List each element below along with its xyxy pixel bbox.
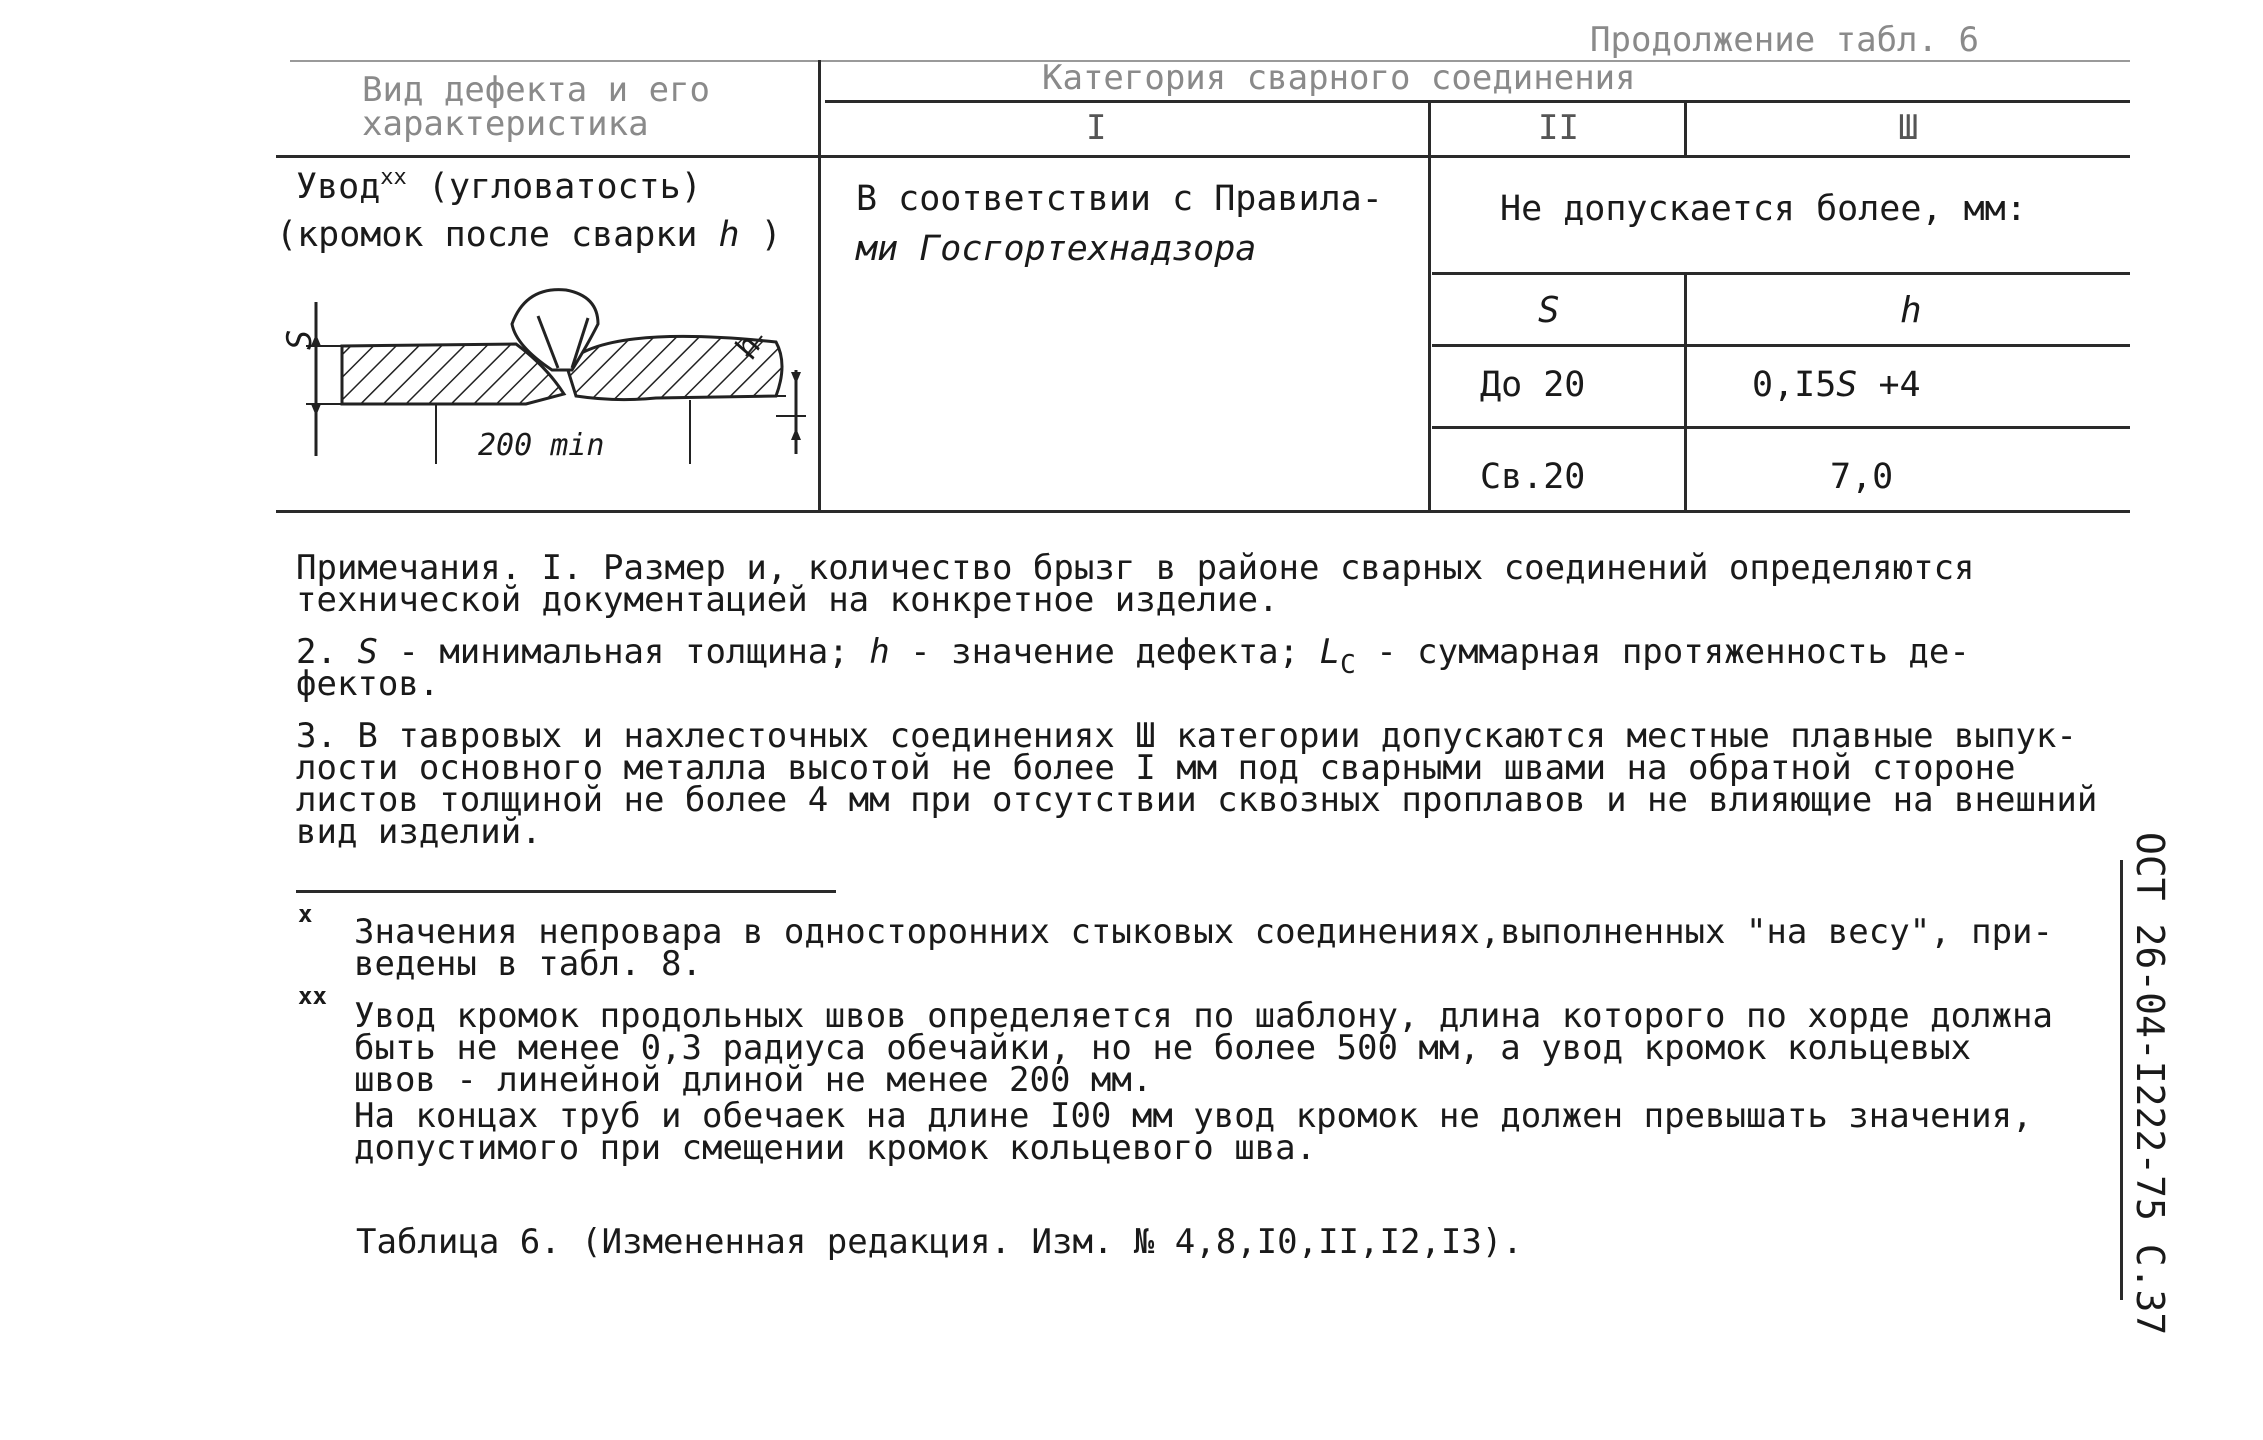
note-1-line2: технической документацией на конкретное изделие. — [296, 580, 1279, 620]
subtable-row2-h: 7,0 — [1830, 457, 1894, 497]
note-1-line1: Примечания. I. Размер и, количество брызг в районе сварных соединений определяются — [296, 548, 1975, 588]
figure-label-s: S — [280, 329, 320, 350]
footnote-separator — [296, 890, 836, 893]
subtable-row2-s: Св.20 — [1480, 457, 1586, 497]
header-bottom-border — [276, 155, 2130, 158]
table-caption: Таблица 6. (Измененная редакция. Изм. № 4,8,I0,II,I2,I3). — [356, 1222, 1523, 1262]
document-stamp — [2114, 832, 2190, 1336]
subtable-top-border — [1432, 272, 2130, 275]
note-3-line3: листов толщиной не более 4 мм при отсутствии сквозных проплавов и не влияющие на внешний — [296, 780, 2098, 820]
subtable-header-h: h — [1900, 290, 1922, 331]
note-3-line2: лости основного металла высотой не более I мм под сварными швами на обратной стороне — [296, 748, 2016, 788]
subtable-row1-h: 0,I5S +4 — [1752, 365, 1921, 405]
document-stamp-text: ОСТ 26-04-I222-75 С.37 — [2128, 832, 2172, 1336]
footnote-1-line2: ведены в табл. 8. — [354, 944, 702, 984]
footnote-2-line2: быть не менее 0,3 радиуса обечайки, но не более 500 мм, а увод кромок кольцевых — [354, 1028, 1972, 1068]
cat1-text-line1: В соответствии с Правила- — [856, 179, 1383, 219]
footnote-1-mark: x — [298, 900, 313, 928]
subtable-divider — [1684, 272, 1687, 512]
subtable-header-s: S — [1538, 290, 1560, 331]
header-category-title: Категория сварного соединения — [1042, 58, 1636, 98]
cat2-divider — [1684, 100, 1687, 157]
footnote-2-line3: швов - линейной длиной не менее 200 мм. — [354, 1060, 1153, 1100]
footnote-2-mark: xx — [298, 982, 327, 1010]
table-bottom-border — [276, 510, 2130, 513]
header-col1-line2: характеристика — [362, 104, 649, 144]
category-divider — [825, 100, 2130, 103]
subtable-header-border — [1432, 344, 2130, 347]
note-3-line4: вид изделий. — [296, 812, 542, 852]
header-cat1: I — [1086, 108, 1107, 148]
cat1-divider — [1428, 100, 1431, 512]
cat23-text: Не допускается более, мм: — [1500, 189, 2027, 229]
header-cat2: II — [1538, 108, 1579, 148]
subtable-row-border — [1432, 426, 2130, 429]
figure-dimension-label: 200 min — [478, 428, 605, 463]
header-col1-line1: Вид дефекта и его — [362, 70, 710, 110]
stamp-border — [2120, 860, 2123, 1300]
defect-title-line2: (кромок после сварки h ) — [276, 215, 782, 255]
col1-divider — [818, 60, 821, 512]
note-3-line1: 3. В тавровых и нахлесточных соединениях Ш категории допускаются местные плавные выпук- — [296, 716, 2077, 756]
footnote-2-line5: допустимого при смещении кромок кольцевого шва. — [354, 1128, 1317, 1168]
subtable-row1-s: До 20 — [1480, 365, 1586, 405]
note-2-line2: фектов. — [296, 664, 440, 704]
footnote-2-line1: Увод кромок продольных швов определяется по шаблону, длина которого по хорде должна — [354, 996, 2053, 1036]
cat1-text-line2: ми Госгортехнадзора — [856, 229, 1257, 269]
continuation-label: Продолжение табл. 6 — [1590, 20, 1979, 60]
figure-label-h: h — [726, 329, 769, 365]
header-cat3: Ш — [1898, 108, 1919, 148]
footnote-2-line4: На концах труб и обечаек на длине I00 мм увод кромок не должен превышать значения, — [354, 1096, 2033, 1136]
footnote-1-line1: Значения непровара в односторонних стыковых соединениях,выполненных "на весу", при- — [354, 912, 2053, 952]
defect-title-line1: Увод$^{xx}$ (угловатость) — [296, 165, 702, 207]
note-2-line1: 2. S - минимальная толщина; h - значение дефекта; $L_C$ - суммарная протяженность де- — [296, 632, 1970, 680]
